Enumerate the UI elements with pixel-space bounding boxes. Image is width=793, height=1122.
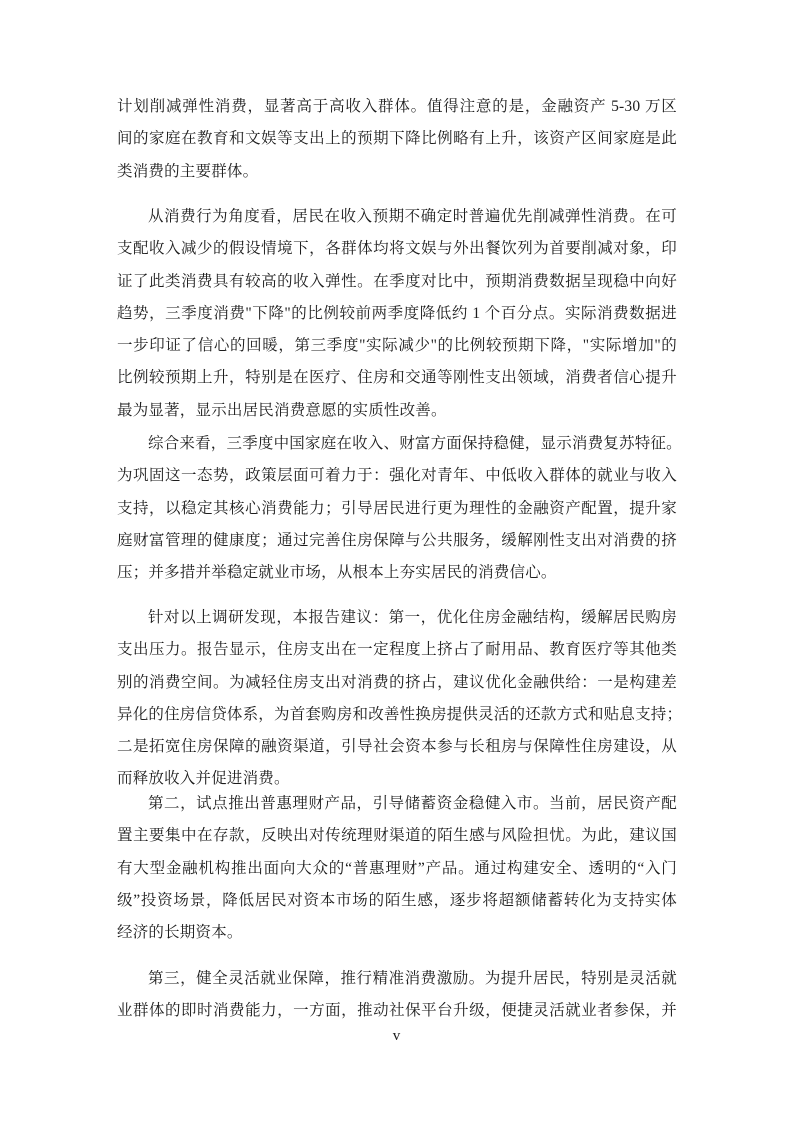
text-line: 针对以上调研发现，本报告建议：第一，优化住房金融结构，缓解居民购房 <box>148 609 677 626</box>
text-line: 有大型金融机构推出面向大众的“普惠理财”产品。通过构建安全、透明的“入门 <box>117 859 677 877</box>
text-line: 支出压力。报告显示，住房支出在一定程度上挤占了耐用品、教育医疗等其他类 <box>117 641 677 659</box>
text-line: 从消费行为角度看，居民在收入预期不确定时普遍优先削减弹性消费。在可 <box>148 208 677 225</box>
text-line: 间的家庭在教育和文娱等支出上的预期下降比例略有上升，该资产区间家庭是此 <box>117 130 677 148</box>
text-line: 一步印证了信心的回暖，第三季度"实际减少"的比例较预期下降，"实际增加"的 <box>117 337 677 355</box>
text-line: 证了此类消费具有较高的收入弹性。在季度对比中，预期消费数据呈现稳中向好 <box>117 272 677 290</box>
paragraph <box>117 788 677 949</box>
text-line: 计划削减弹性消费，显著高于高收入群体。值得注意的是，金融资产 5-30 万区 <box>117 98 677 115</box>
paragraph <box>117 963 677 1028</box>
text-line: 而释放收入并促进消费。 <box>117 770 290 788</box>
text-line: 经济的长期资本。 <box>117 924 243 942</box>
text-line: 趋势，三季度消费"下降"的比例较前两季度降低约 1 个百分点。实际消费数据进 <box>117 304 677 322</box>
text-line: 第三，健全灵活就业保障，推行精准消费激励。为提升居民，特别是灵活就 <box>148 970 677 987</box>
page-number: v <box>392 1028 401 1044</box>
text-line: 类消费的主要群体。 <box>117 162 259 180</box>
text-line: 级”投资场景，降低居民对资本市场的陌生感，逐步将超额储蓄转化为支持实体 <box>117 891 677 909</box>
text-line: 业群体的即时消费能力，一方面，推动社保平台升级，便捷灵活就业者参保，并 <box>117 1002 677 1020</box>
text-line: 庭财富管理的健康度；通过完善住房保障与公共服务，缓解刚性支出对消费的挤 <box>117 531 677 549</box>
paragraph <box>117 201 677 427</box>
text-line: 第二，试点推出普惠理财产品，引导储蓄资金稳健入市。当前，居民资产配 <box>148 795 677 812</box>
text-line: 压；并多措并举稳定就业市场，从根本上夯实居民的消费信心。 <box>117 564 557 582</box>
paragraph <box>117 428 682 589</box>
text-line: 支配收入减少的假设情境下，各群体均将文娱与外出餐饮列为首要削减对象，印 <box>117 240 677 258</box>
paragraph <box>117 602 683 796</box>
text-line: 综合来看，三季度中国家庭在收入、财富方面保持稳健，显示消费复苏特征。 <box>148 435 682 452</box>
text-line: 比例较预期上升，特别是在医疗、住房和交通等刚性支出领域，消费者信心提升 <box>117 369 677 387</box>
text-line: 为巩固这一态势，政策层面可着力于：强化对青年、中低收入群体的就业与收入 <box>117 467 677 485</box>
text-line: 支持，以稳定其核心消费能力；引导居民进行更为理性的金融资产配置，提升家 <box>117 499 677 517</box>
text-line: 最为显著，显示出居民消费意愿的实质性改善。 <box>117 401 447 419</box>
paragraph <box>117 91 677 188</box>
text-line: 异化的住房信贷体系，为首套购房和改善性换房提供灵活的还款方式和贴息支持； <box>117 705 683 723</box>
text-line: 二是拓宽住房保障的融资渠道，引导社会资本参与长租房与保障性住房建设，从 <box>117 738 677 756</box>
text-line: 置主要集中在存款，反映出对传统理财渠道的陌生感与风险担忧。为此，建议国 <box>117 827 677 845</box>
text-line: 别的消费空间。为减轻住房支出对消费的挤占，建议优化金融供给：一是构建差 <box>117 673 677 691</box>
